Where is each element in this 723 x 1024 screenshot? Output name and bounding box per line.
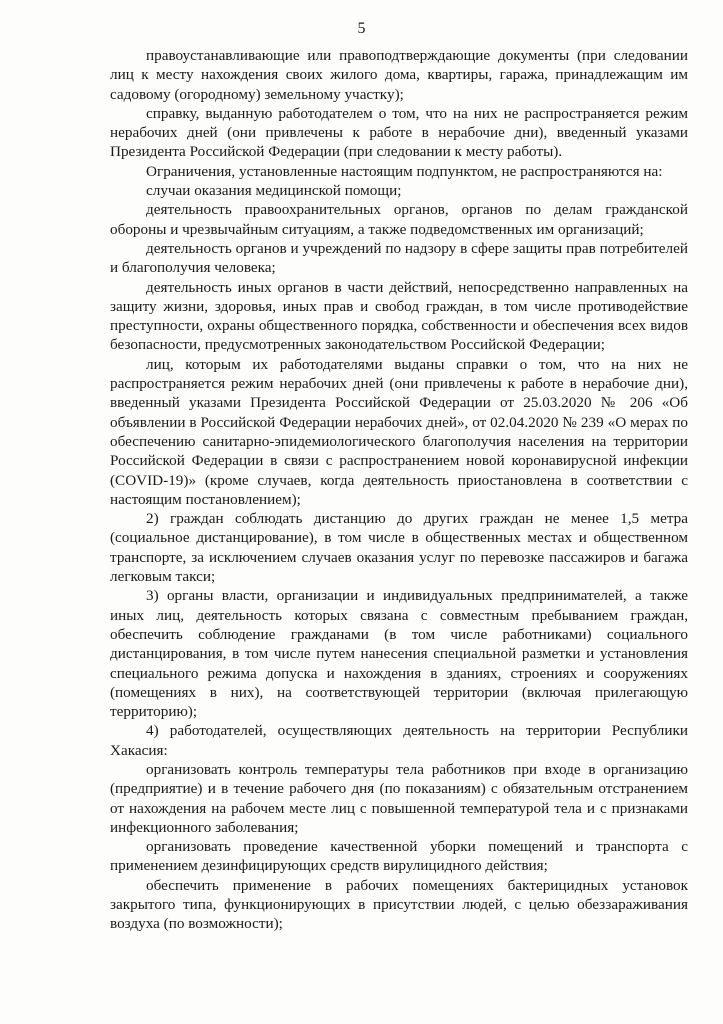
paragraph-item-2-distance: 2) граждан соблюдать дистанцию до других граждан не менее 1,5 метра (социальное дистанцирование), в том числе в общественных местах и общественном транспорте, за исключением случаев оказания услуг по перевозке пассажиров и багажа легковым такси;: [110, 510, 688, 586]
paragraph-medical-help: случаи оказания медицинской помощи;: [146, 182, 402, 200]
paragraph-employer-certificate: справку, выданную работодателем о том, что на них не распространяется режим нерабочих дней (они привлечены к работе в нерабочие дни), введенный указами Президента Российской Федерации (при следовании к месту работы).: [110, 104, 688, 161]
paragraph-item-4-employers: 4) работодателей, осуществляющих деятельность на территории Республики Хакасия:: [110, 722, 688, 759]
paragraph-consumer-protection: деятельность органов и учреждений по надзору в сфере защиты прав потребителей и благополучия человека;: [110, 239, 688, 277]
paragraph-documents: правоустанавливающие или правоподтверждающие документы (при следовании лиц к месту нахождения своих жилого дома, квартиры, гаража, принадлежащим им садовому (огородному) земельному участку);: [110, 47, 688, 103]
paragraph-temperature-control: организовать контроль температуры тела работников при входе в организацию (предприятие) и в течение рабочего дня (по показаниям) с обязательным отстранением от нахождения на рабочем месте лиц с повышенной температурой тела и с признаками инфекционного заболевания;: [110, 760, 688, 836]
paragraph-law-enforcement: деятельность правоохранительных органов, органов по делам гражданской обороны и чрезвычайным ситуациям, а также подведомственных им организаций;: [110, 201, 688, 238]
paragraph-restrictions-exceptions: Ограничения, установленные настоящим подпунктом, не распространяются на:: [146, 162, 663, 180]
paragraph-item-3-organizations: 3) органы власти, организации и индивидуальных предпринимателей, а также иных лиц, деятельность которых связана с совместным пребыванием граждан, обеспечить соблюдение гражданами (в том числе работниками) социального дистанцирования, в том числе путем нанесения специальной разметки и установления специального режима допуска и нахождения в зданиях, строениях и сооружениях (помещениях в них), на соответствующей территории (включая прилегающую территорию);: [110, 587, 688, 721]
paragraph-air-disinfection: обеспечить применение в рабочих помещениях бактерицидных установок закрытого типа, функционирующих в присутствии людей, с целью обеззараживания воздуха (по возможности);: [110, 876, 688, 933]
paragraph-certified-persons: лиц, которым их работодателями выданы справки о том, что на них не распространяется режим нерабочих дней (они привлечены к работе в нерабочие дни), введенный указами Президента Российской Федерации от 25.03.2020 № 206 «Об объявлении в Российской Федерации нерабочих дней», от 02.04.2020 № 239 «О мерах по обеспечению санитарно-эпидемиологического благополучия населения на территории Российской Федерации в связи с распространением новой коронавирусной инфекции (COVID-19)» (кроме случаев, когда деятельность приостановлена в соответствии с настоящим постановлением);: [110, 355, 688, 508]
paragraph-cleaning: организовать проведение качественной уборки помещений и транспорта с применением дезинфицирующих средств вирулицидного действия;: [110, 838, 688, 875]
page-number: 5: [357, 20, 366, 37]
paragraph-other-bodies: деятельность иных органов в части действий, непосредственно направленных на защиту жизни, здоровья, иных прав и свобод граждан, в том числе противодействие преступности, охраны общественного порядка, собственности и обеспечения всех видов безопасности, предусмотренных законодательством Российской Федерации;: [110, 278, 688, 354]
document-body: [110, 46, 688, 934]
